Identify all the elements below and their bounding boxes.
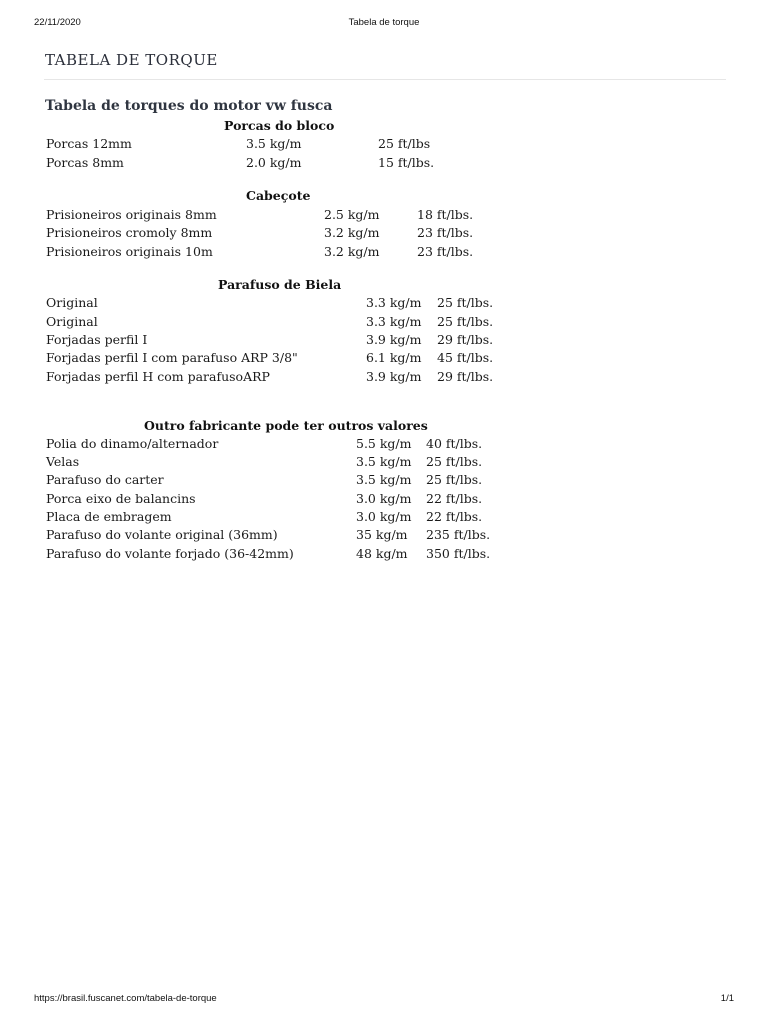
torque-row — [0, 527, 768, 545]
torque-row — [0, 472, 768, 490]
torque-ftlbs: 29 ft/lbs. — [437, 369, 494, 384]
torque-row — [0, 225, 768, 243]
part-name: Porcas 12mm — [46, 136, 132, 151]
torque-row — [0, 332, 768, 350]
torque-ftlbs: 23 ft/lbs. — [417, 225, 474, 240]
part-name: Placa de embragem — [46, 509, 172, 524]
torque-kgm: 48 kg/m — [356, 546, 408, 561]
part-name: Parafuso do carter — [46, 472, 164, 487]
torque-kgm: 3.5 kg/m — [356, 454, 412, 469]
print-date: 22/11/2020 — [34, 17, 81, 28]
torque-kgm: 35 kg/m — [356, 527, 408, 542]
torque-row — [0, 155, 768, 173]
torque-ftlbs: 18 ft/lbs. — [417, 207, 474, 222]
torque-kgm: 3.0 kg/m — [356, 491, 412, 506]
section-heading: Porcas do bloco — [224, 118, 335, 133]
site-title[interactable]: TABELA DE TORQUE — [45, 51, 218, 69]
torque-row — [0, 454, 768, 472]
torque-row — [0, 244, 768, 262]
torque-ftlbs: 40 ft/lbs. — [426, 436, 483, 451]
part-name: Prisioneiros originais 8mm — [46, 207, 217, 222]
section-heading: Cabeçote — [246, 188, 311, 203]
part-name: Polia do dinamo/alternador — [46, 436, 219, 451]
part-name: Original — [46, 314, 98, 329]
torque-kgm: 5.5 kg/m — [356, 436, 412, 451]
torque-row — [0, 350, 768, 368]
torque-kgm: 6.1 kg/m — [366, 350, 422, 365]
torque-ftlbs: 350 ft/lbs. — [426, 546, 491, 561]
torque-ftlbs: 15 ft/lbs. — [378, 155, 435, 170]
torque-kgm: 2.0 kg/m — [246, 155, 302, 170]
part-name: Original — [46, 295, 98, 310]
torque-ftlbs: 25 ft/lbs. — [437, 314, 494, 329]
torque-ftlbs: 22 ft/lbs. — [426, 491, 483, 506]
torque-ftlbs: 25 ft/lbs. — [426, 454, 483, 469]
torque-kgm: 3.3 kg/m — [366, 314, 422, 329]
torque-ftlbs: 25 ft/lbs — [378, 136, 431, 151]
torque-row — [0, 136, 768, 154]
part-name: Prisioneiros cromoly 8mm — [46, 225, 213, 240]
part-name: Parafuso do volante original (36mm) — [46, 527, 278, 542]
torque-ftlbs: 235 ft/lbs. — [426, 527, 491, 542]
torque-kgm: 3.9 kg/m — [366, 332, 422, 347]
torque-kgm: 3.2 kg/m — [324, 225, 380, 240]
part-name: Velas — [46, 454, 80, 469]
torque-row — [0, 295, 768, 313]
section-heading: Outro fabricante pode ter outros valores — [144, 418, 428, 433]
part-name: Forjadas perfil I — [46, 332, 148, 347]
part-name: Porca eixo de balancins — [46, 491, 196, 506]
article-heading: Tabela de torques do motor vw fusca — [45, 98, 333, 114]
print-footer — [0, 993, 768, 1007]
torque-row — [0, 436, 768, 454]
part-name: Porcas 8mm — [46, 155, 124, 170]
torque-kgm: 3.0 kg/m — [356, 509, 412, 524]
section-heading: Parafuso de Biela — [218, 277, 342, 292]
torque-ftlbs: 22 ft/lbs. — [426, 509, 483, 524]
part-name: Forjadas perfil H com parafusoARP — [46, 369, 270, 384]
print-title: Tabela de torque — [348, 17, 420, 28]
part-name: Forjadas perfil I com parafuso ARP 3/8" — [46, 350, 298, 365]
torque-kgm: 3.9 kg/m — [366, 369, 422, 384]
part-name: Prisioneiros originais 10m — [46, 244, 213, 259]
torque-row — [0, 207, 768, 225]
page-url[interactable]: https://brasil.fuscanet.com/tabela-de-torque — [34, 993, 217, 1004]
torque-row — [0, 314, 768, 332]
torque-kgm: 3.2 kg/m — [324, 244, 380, 259]
torque-kgm: 2.5 kg/m — [324, 207, 380, 222]
part-name: Parafuso do volante forjado (36-42mm) — [46, 546, 294, 561]
torque-row — [0, 546, 768, 564]
torque-ftlbs: 25 ft/lbs. — [437, 295, 494, 310]
torque-ftlbs: 23 ft/lbs. — [417, 244, 474, 259]
torque-row — [0, 491, 768, 509]
torque-ftlbs: 29 ft/lbs. — [437, 332, 494, 347]
torque-kgm: 3.5 kg/m — [356, 472, 412, 487]
torque-kgm: 3.5 kg/m — [246, 136, 302, 151]
torque-ftlbs: 25 ft/lbs. — [426, 472, 483, 487]
torque-ftlbs: 45 ft/lbs. — [437, 350, 494, 365]
page-number: 1/1 — [720, 993, 734, 1004]
torque-kgm: 3.3 kg/m — [366, 295, 422, 310]
torque-row — [0, 369, 768, 387]
torque-row — [0, 509, 768, 527]
